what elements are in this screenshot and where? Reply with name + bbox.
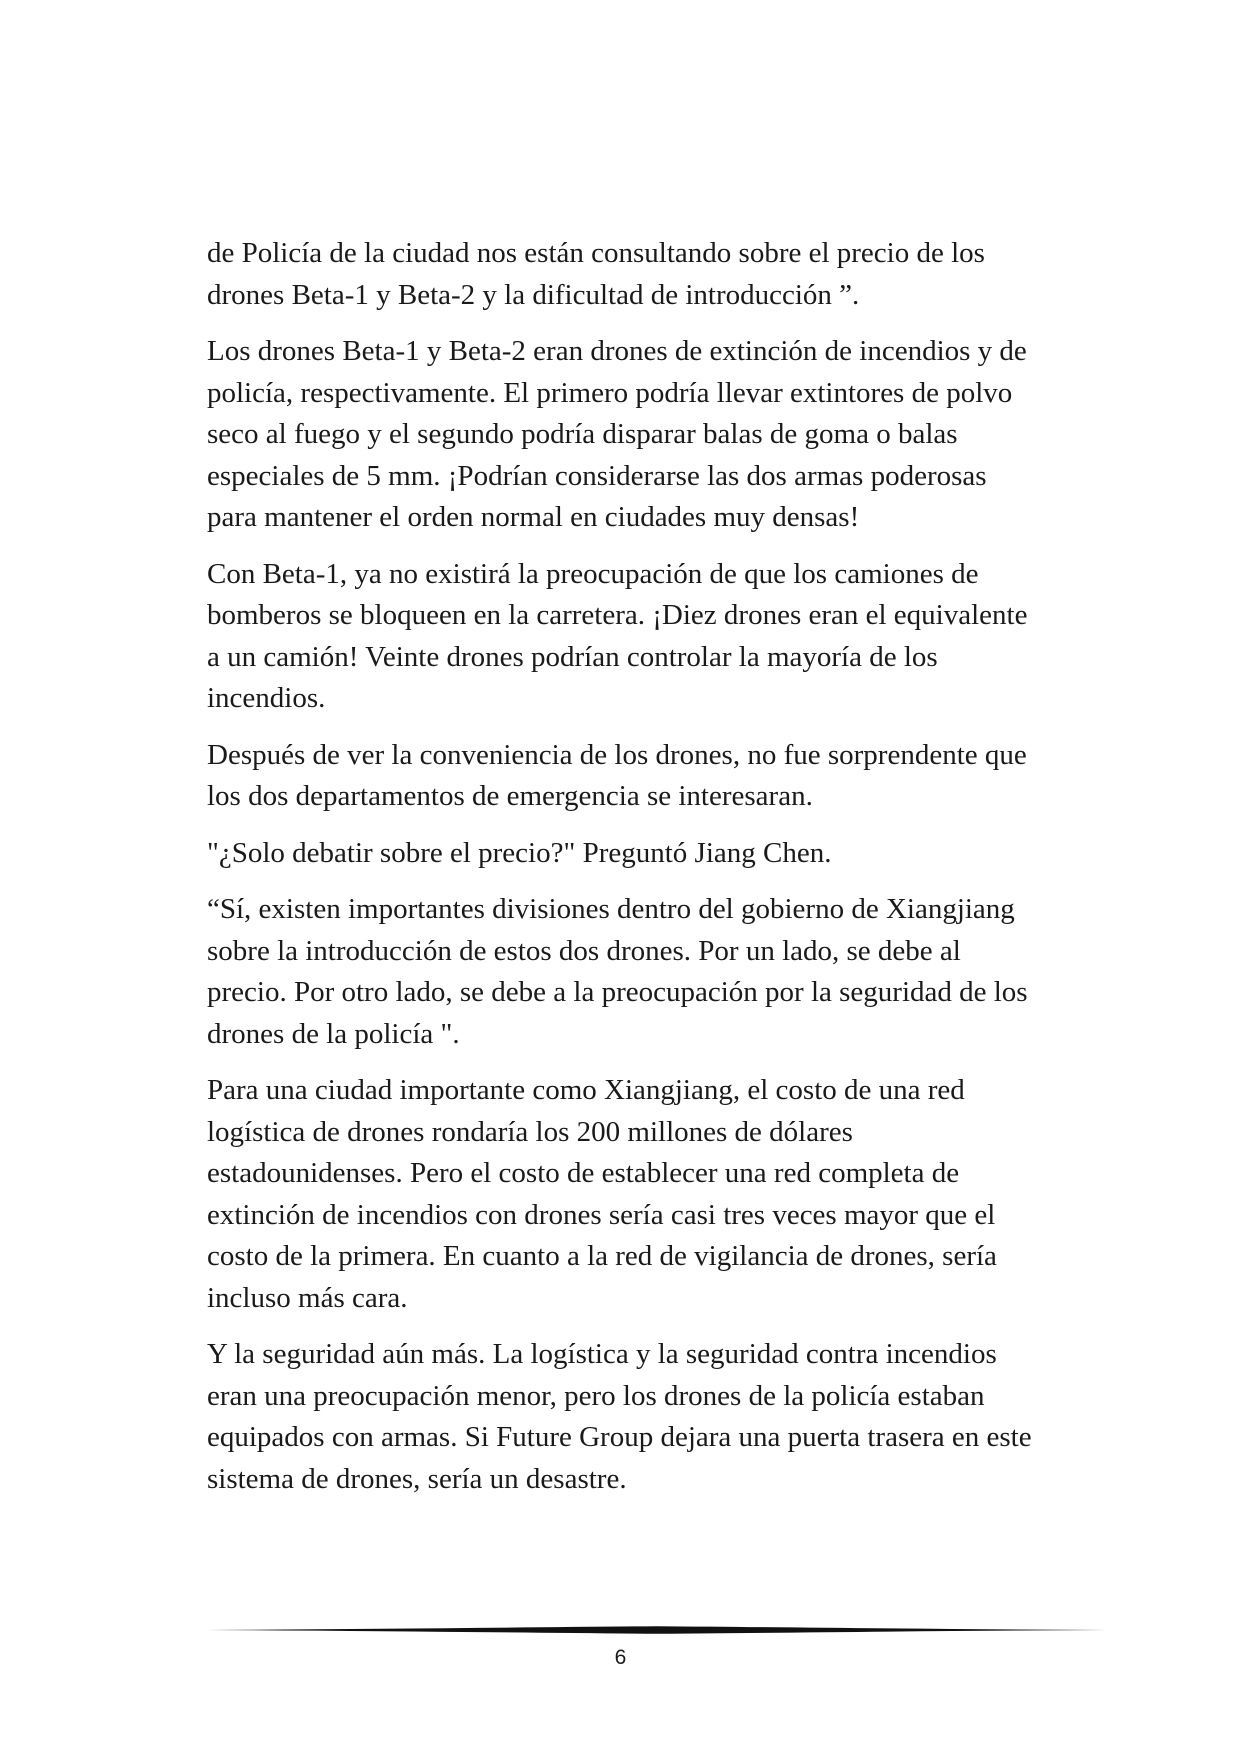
text-line: de Policía de la ciudad nos están consultando sobre el precio de los (207, 237, 985, 269)
text-line: Y la seguridad aún más. La logística y la seguridad contra incendios (207, 1338, 997, 1370)
text-line: para mantener el orden normal en ciudades muy densas! (207, 501, 860, 533)
text-line: drones de la policía ". (207, 1017, 460, 1050)
text-line: Para una ciudad importante como Xiangjiang, el costo de una red (207, 1074, 965, 1106)
paragraph (207, 1070, 1077, 1319)
paragraph (207, 233, 1077, 316)
text-line: incendios. (207, 682, 326, 714)
text-line: policía, respectivamente. El primero podría llevar extintores de polvo (207, 376, 1013, 409)
text-line: especiales de 5 mm. ¡Podrían considerarse las dos armas poderosas (207, 459, 987, 492)
text-line: a un camión! Veinte drones podrían controlar la mayoría de los (207, 640, 938, 673)
paragraph (207, 735, 1077, 818)
paragraph (207, 554, 1077, 720)
text-line: drones Beta-1 y Beta-2 y la dificultad de introducción ”. (207, 278, 860, 311)
text-line: Los drones Beta-1 y Beta-2 eran drones de extinción de incendios y de (207, 335, 1027, 367)
footer-divider (207, 1624, 1107, 1636)
text-line: estadounidenses. Pero el costo de establecer una red completa de (207, 1157, 960, 1189)
text-line: los dos departamentos de emergencia se interesaran. (207, 780, 813, 812)
text-line: "¿Solo debatir sobre el precio?" Preguntó Jiang Chen. (207, 836, 832, 869)
text-line: “Sí, existen importantes divisiones dentro del gobierno de Xiangjiang (207, 893, 1015, 925)
paragraph (207, 331, 1077, 539)
paragraph (207, 889, 1077, 1055)
text-line: extinción de incendios con drones sería casi tres veces mayor que el (207, 1198, 996, 1231)
text-line: seco al fuego y el segundo podría disparar balas de goma o balas (207, 418, 958, 450)
text-line: bomberos se bloqueen en la carretera. ¡Diez drones eran el equivalente (207, 599, 1028, 631)
footer-divider-stroke (207, 1626, 1107, 1634)
page-number: 6 (614, 1646, 627, 1669)
text-line: Después de ver la conveniencia de los drones, no fue sorprendente que (207, 738, 1027, 771)
body-text (207, 233, 1077, 1515)
text-line: costo de la primera. En cuanto a la red de vigilancia de drones, sería (207, 1240, 997, 1272)
text-line: sistema de drones, sería un desastre. (207, 1462, 627, 1495)
text-line: sobre la introducción de estos dos drones. Por un lado, se debe al (207, 934, 961, 967)
paragraph (207, 833, 1077, 875)
text-line: Con Beta-1, ya no existirá la preocupación de que los camiones de (207, 557, 979, 590)
text-line: eran una preocupación menor, pero los drones de la policía estaban (207, 1379, 985, 1412)
text-line: logística de drones rondaría los 200 millones de dólares (207, 1115, 853, 1148)
text-line: precio. Por otro lado, se debe a la preocupación por la seguridad de los (207, 976, 1028, 1008)
text-line: equipados con armas. Si Future Group dejara una puerta trasera en este (207, 1421, 1032, 1453)
paragraph (207, 1334, 1077, 1500)
text-line: incluso más cara. (207, 1281, 408, 1314)
